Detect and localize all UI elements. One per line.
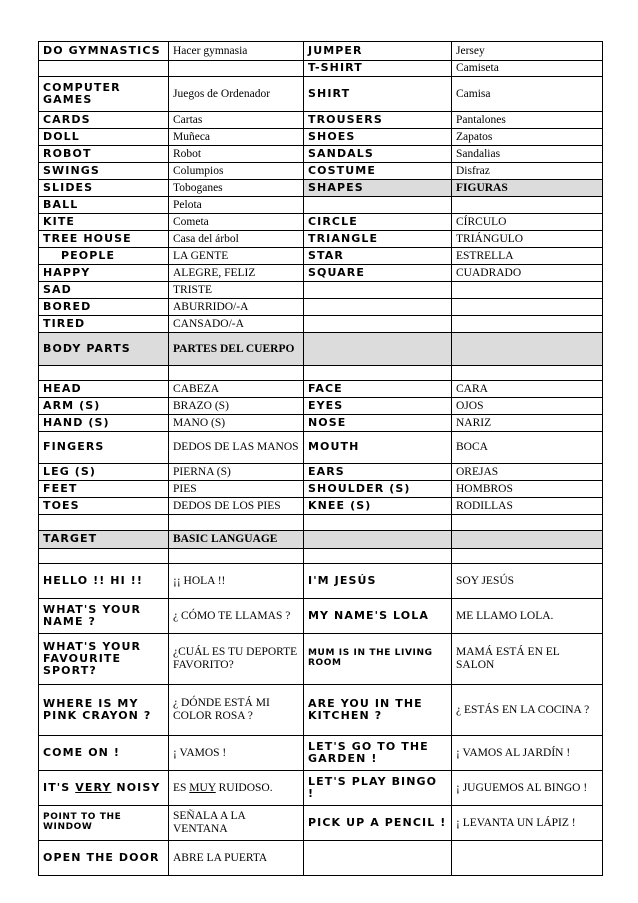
english-term-cell: HAPPY	[39, 265, 169, 282]
table-row	[39, 180, 603, 197]
english-term-cell: PICK UP A PENCIL !	[304, 806, 452, 841]
english-term-cell: HELLO !! HI !!	[39, 564, 169, 599]
spanish-translation-cell: SEÑALA A LA VENTANA	[169, 806, 304, 841]
spanish-translation-cell: Cartas	[169, 112, 304, 129]
spanish-translation-cell: MAMÁ ESTÁ EN EL SALON	[452, 634, 603, 685]
spanish-translation-cell: DEDOS DE LOS PIES	[169, 498, 304, 515]
spanish-translation-cell: OREJAS	[452, 464, 603, 481]
spanish-translation-cell: Hacer gymnasia	[169, 42, 304, 61]
spanish-translation-cell: PARTES DEL CUERPO	[169, 333, 304, 366]
vocabulary-table-body	[39, 42, 603, 876]
table-row	[39, 129, 603, 146]
english-term-cell	[304, 299, 452, 316]
spanish-translation-cell: BOCA	[452, 432, 603, 464]
spanish-translation-cell	[452, 531, 603, 549]
table-row	[39, 61, 603, 77]
english-term-cell: TOES	[39, 498, 169, 515]
spanish-translation-cell: Cometa	[169, 214, 304, 231]
spanish-translation-cell: FIGURAS	[452, 180, 603, 197]
spanish-translation-cell: CUADRADO	[452, 265, 603, 282]
english-term-cell	[304, 841, 452, 876]
spanish-translation-cell	[452, 197, 603, 214]
english-term-cell: KITE	[39, 214, 169, 231]
spanish-translation-cell: ABURRIDO/-A	[169, 299, 304, 316]
table-row	[39, 282, 603, 299]
english-term-cell: I'M JESÚS	[304, 564, 452, 599]
table-row	[39, 197, 603, 214]
english-term-cell	[304, 197, 452, 214]
spanish-translation-cell: PIES	[169, 481, 304, 498]
spanish-translation-cell: MANO (S)	[169, 415, 304, 432]
table-row	[39, 685, 603, 736]
spanish-translation-cell: ¿ ESTÁS EN LA COCINA ?	[452, 685, 603, 736]
english-term-cell: PEOPLE	[39, 248, 169, 265]
english-term-cell: HEAD	[39, 381, 169, 398]
spanish-translation-cell: CARA	[452, 381, 603, 398]
english-term-cell	[304, 333, 452, 366]
spanish-translation-cell: ¿CUÁL ES TU DEPORTE FAVORITO?	[169, 634, 304, 685]
spanish-translation-cell: Disfraz	[452, 163, 603, 180]
english-term-cell: MOUTH	[304, 432, 452, 464]
spanish-translation-cell: ¡ VAMOS !	[169, 736, 304, 771]
table-row	[39, 163, 603, 180]
spanish-translation-cell: TRIÁNGULO	[452, 231, 603, 248]
english-term-cell: JUMPER	[304, 42, 452, 61]
english-term-cell	[304, 531, 452, 549]
spanish-translation-cell: Toboganes	[169, 180, 304, 197]
english-term-cell: ROBOT	[39, 146, 169, 163]
english-term-cell: STAR	[304, 248, 452, 265]
english-term-cell: WHAT'S YOUR NAME ?	[39, 599, 169, 634]
table-row	[39, 736, 603, 771]
english-term-cell: KNEE (S)	[304, 498, 452, 515]
spanish-translation-cell: ALEGRE, FELIZ	[169, 265, 304, 282]
spanish-translation-cell: ABRE LA PUERTA	[169, 841, 304, 876]
spanish-translation-cell	[452, 841, 603, 876]
spanish-translation-cell: NARIZ	[452, 415, 603, 432]
english-term-cell	[304, 282, 452, 299]
english-term-cell: SHOES	[304, 129, 452, 146]
english-term-cell: COMPUTER GAMES	[39, 77, 169, 112]
spanish-translation-cell: ESTRELLA	[452, 248, 603, 265]
english-term-cell: WHERE IS MY PINK CRAYON ?	[39, 685, 169, 736]
table-row	[39, 432, 603, 464]
table-row	[39, 481, 603, 498]
spanish-translation-cell: HOMBROS	[452, 481, 603, 498]
spanish-translation-cell: LA GENTE	[169, 248, 304, 265]
english-term-cell: ARM (S)	[39, 398, 169, 415]
english-term-cell: FINGERS	[39, 432, 169, 464]
spanish-translation-cell	[452, 515, 603, 531]
english-term-cell: LET'S PLAY BINGO !	[304, 771, 452, 806]
spanish-translation-cell: RODILLAS	[452, 498, 603, 515]
spanish-translation-cell: Camiseta	[452, 61, 603, 77]
spanish-translation-cell: OJOS	[452, 398, 603, 415]
spanish-translation-cell: Zapatos	[452, 129, 603, 146]
english-term-cell: DOLL	[39, 129, 169, 146]
table-row	[39, 316, 603, 333]
english-term-cell: NOSE	[304, 415, 452, 432]
spanish-translation-cell: BASIC LANGUAGE	[169, 531, 304, 549]
english-term-cell: EARS	[304, 464, 452, 481]
spanish-translation-cell: ¡ JUGUEMOS AL BINGO !	[452, 771, 603, 806]
table-row	[39, 299, 603, 316]
table-row	[39, 77, 603, 112]
english-term-cell	[304, 515, 452, 531]
spanish-translation-cell: PIERNA (S)	[169, 464, 304, 481]
english-term-cell: TRIANGLE	[304, 231, 452, 248]
table-row	[39, 366, 603, 381]
table-row	[39, 112, 603, 129]
table-row	[39, 265, 603, 282]
english-term-cell: IT'S VERY NOISY	[39, 771, 169, 806]
english-term-cell: SLIDES	[39, 180, 169, 197]
spanish-translation-cell: ¿ DÓNDE ESTÁ MI COLOR ROSA ?	[169, 685, 304, 736]
spanish-translation-cell: Columpios	[169, 163, 304, 180]
english-term-cell: SHIRT	[304, 77, 452, 112]
english-term-cell: TREE HOUSE	[39, 231, 169, 248]
table-row	[39, 333, 603, 366]
table-row	[39, 42, 603, 61]
spanish-translation-cell: ¿ CÓMO TE LLAMAS ?	[169, 599, 304, 634]
table-row	[39, 381, 603, 398]
spanish-translation-cell: Camisa	[452, 77, 603, 112]
spanish-translation-cell: BRAZO (S)	[169, 398, 304, 415]
english-term-cell: MUM IS IN THE LIVING ROOM	[304, 634, 452, 685]
english-term-cell: COSTUME	[304, 163, 452, 180]
spanish-translation-cell: DEDOS DE LAS MANOS	[169, 432, 304, 464]
spanish-translation-cell: Juegos de Ordenador	[169, 77, 304, 112]
spanish-translation-cell	[169, 366, 304, 381]
spanish-translation-cell: Pelota	[169, 197, 304, 214]
english-term-cell: SQUARE	[304, 265, 452, 282]
english-term-cell: POINT TO THE WINDOW	[39, 806, 169, 841]
english-term-cell: WHAT'S YOUR FAVOURITE SPORT?	[39, 634, 169, 685]
table-row	[39, 248, 603, 265]
english-term-cell: SANDALS	[304, 146, 452, 163]
spanish-translation-cell: Jersey	[452, 42, 603, 61]
english-term-cell: DO GYMNASTICS	[39, 42, 169, 61]
english-term-cell: T-SHIRT	[304, 61, 452, 77]
table-row	[39, 549, 603, 564]
spanish-translation-cell: Pantalones	[452, 112, 603, 129]
english-term-cell: CARDS	[39, 112, 169, 129]
english-term-cell: SHOULDER (S)	[304, 481, 452, 498]
spanish-translation-cell	[452, 333, 603, 366]
spanish-translation-cell	[169, 61, 304, 77]
spanish-translation-cell: ¡¡ HOLA !!	[169, 564, 304, 599]
spanish-translation-cell: SOY JESÚS	[452, 564, 603, 599]
english-term-cell: EYES	[304, 398, 452, 415]
table-row	[39, 464, 603, 481]
spanish-translation-cell	[169, 549, 304, 564]
table-row	[39, 771, 603, 806]
english-term-cell	[304, 549, 452, 564]
spanish-translation-cell: CÍRCULO	[452, 214, 603, 231]
vocabulary-table	[38, 41, 603, 876]
table-row	[39, 231, 603, 248]
english-term-cell: OPEN THE DOOR	[39, 841, 169, 876]
english-term-cell: BALL	[39, 197, 169, 214]
spanish-translation-cell: Sandalias	[452, 146, 603, 163]
english-term-cell	[39, 549, 169, 564]
spanish-translation-cell: ES MUY RUIDOSO.	[169, 771, 304, 806]
table-row	[39, 146, 603, 163]
table-row	[39, 498, 603, 515]
english-term-cell: TIRED	[39, 316, 169, 333]
table-row	[39, 415, 603, 432]
spanish-translation-cell	[452, 316, 603, 333]
spanish-translation-cell: Muñeca	[169, 129, 304, 146]
english-term-cell: FEET	[39, 481, 169, 498]
spanish-translation-cell: CABEZA	[169, 381, 304, 398]
english-term-cell: LET'S GO TO THE GARDEN !	[304, 736, 452, 771]
spanish-translation-cell: Casa del árbol	[169, 231, 304, 248]
spanish-translation-cell: Robot	[169, 146, 304, 163]
spanish-translation-cell: TRISTE	[169, 282, 304, 299]
english-term-cell	[304, 316, 452, 333]
english-term-cell: CIRCLE	[304, 214, 452, 231]
spanish-translation-cell: ¡ VAMOS AL JARDÍN !	[452, 736, 603, 771]
spanish-translation-cell	[452, 299, 603, 316]
table-row	[39, 634, 603, 685]
spanish-translation-cell: ¡ LEVANTA UN LÁPIZ !	[452, 806, 603, 841]
english-term-cell: HAND (S)	[39, 415, 169, 432]
english-term-cell	[39, 515, 169, 531]
english-term-cell: BODY PARTS	[39, 333, 169, 366]
english-term-cell: LEG (S)	[39, 464, 169, 481]
english-term-cell: BORED	[39, 299, 169, 316]
english-term-cell: ARE YOU IN THE KITCHEN ?	[304, 685, 452, 736]
english-term-cell: MY NAME'S LOLA	[304, 599, 452, 634]
english-term-cell: SAD	[39, 282, 169, 299]
english-term-cell	[304, 366, 452, 381]
spanish-translation-cell	[452, 549, 603, 564]
table-row	[39, 599, 603, 634]
table-row	[39, 841, 603, 876]
english-term-cell	[39, 366, 169, 381]
english-term-cell: SHAPES	[304, 180, 452, 197]
english-term-cell: TROUSERS	[304, 112, 452, 129]
spanish-translation-cell: ME LLAMO LOLA.	[452, 599, 603, 634]
table-row	[39, 564, 603, 599]
english-term-cell: TARGET	[39, 531, 169, 549]
english-term-cell: FACE	[304, 381, 452, 398]
spanish-translation-cell	[452, 282, 603, 299]
table-row	[39, 531, 603, 549]
spanish-translation-cell	[452, 366, 603, 381]
table-row	[39, 515, 603, 531]
spanish-translation-cell: CANSADO/-A	[169, 316, 304, 333]
table-row	[39, 214, 603, 231]
english-term-cell: SWINGS	[39, 163, 169, 180]
english-term-cell	[39, 61, 169, 77]
english-term-cell: COME ON !	[39, 736, 169, 771]
spanish-translation-cell	[169, 515, 304, 531]
table-row	[39, 806, 603, 841]
table-row	[39, 398, 603, 415]
